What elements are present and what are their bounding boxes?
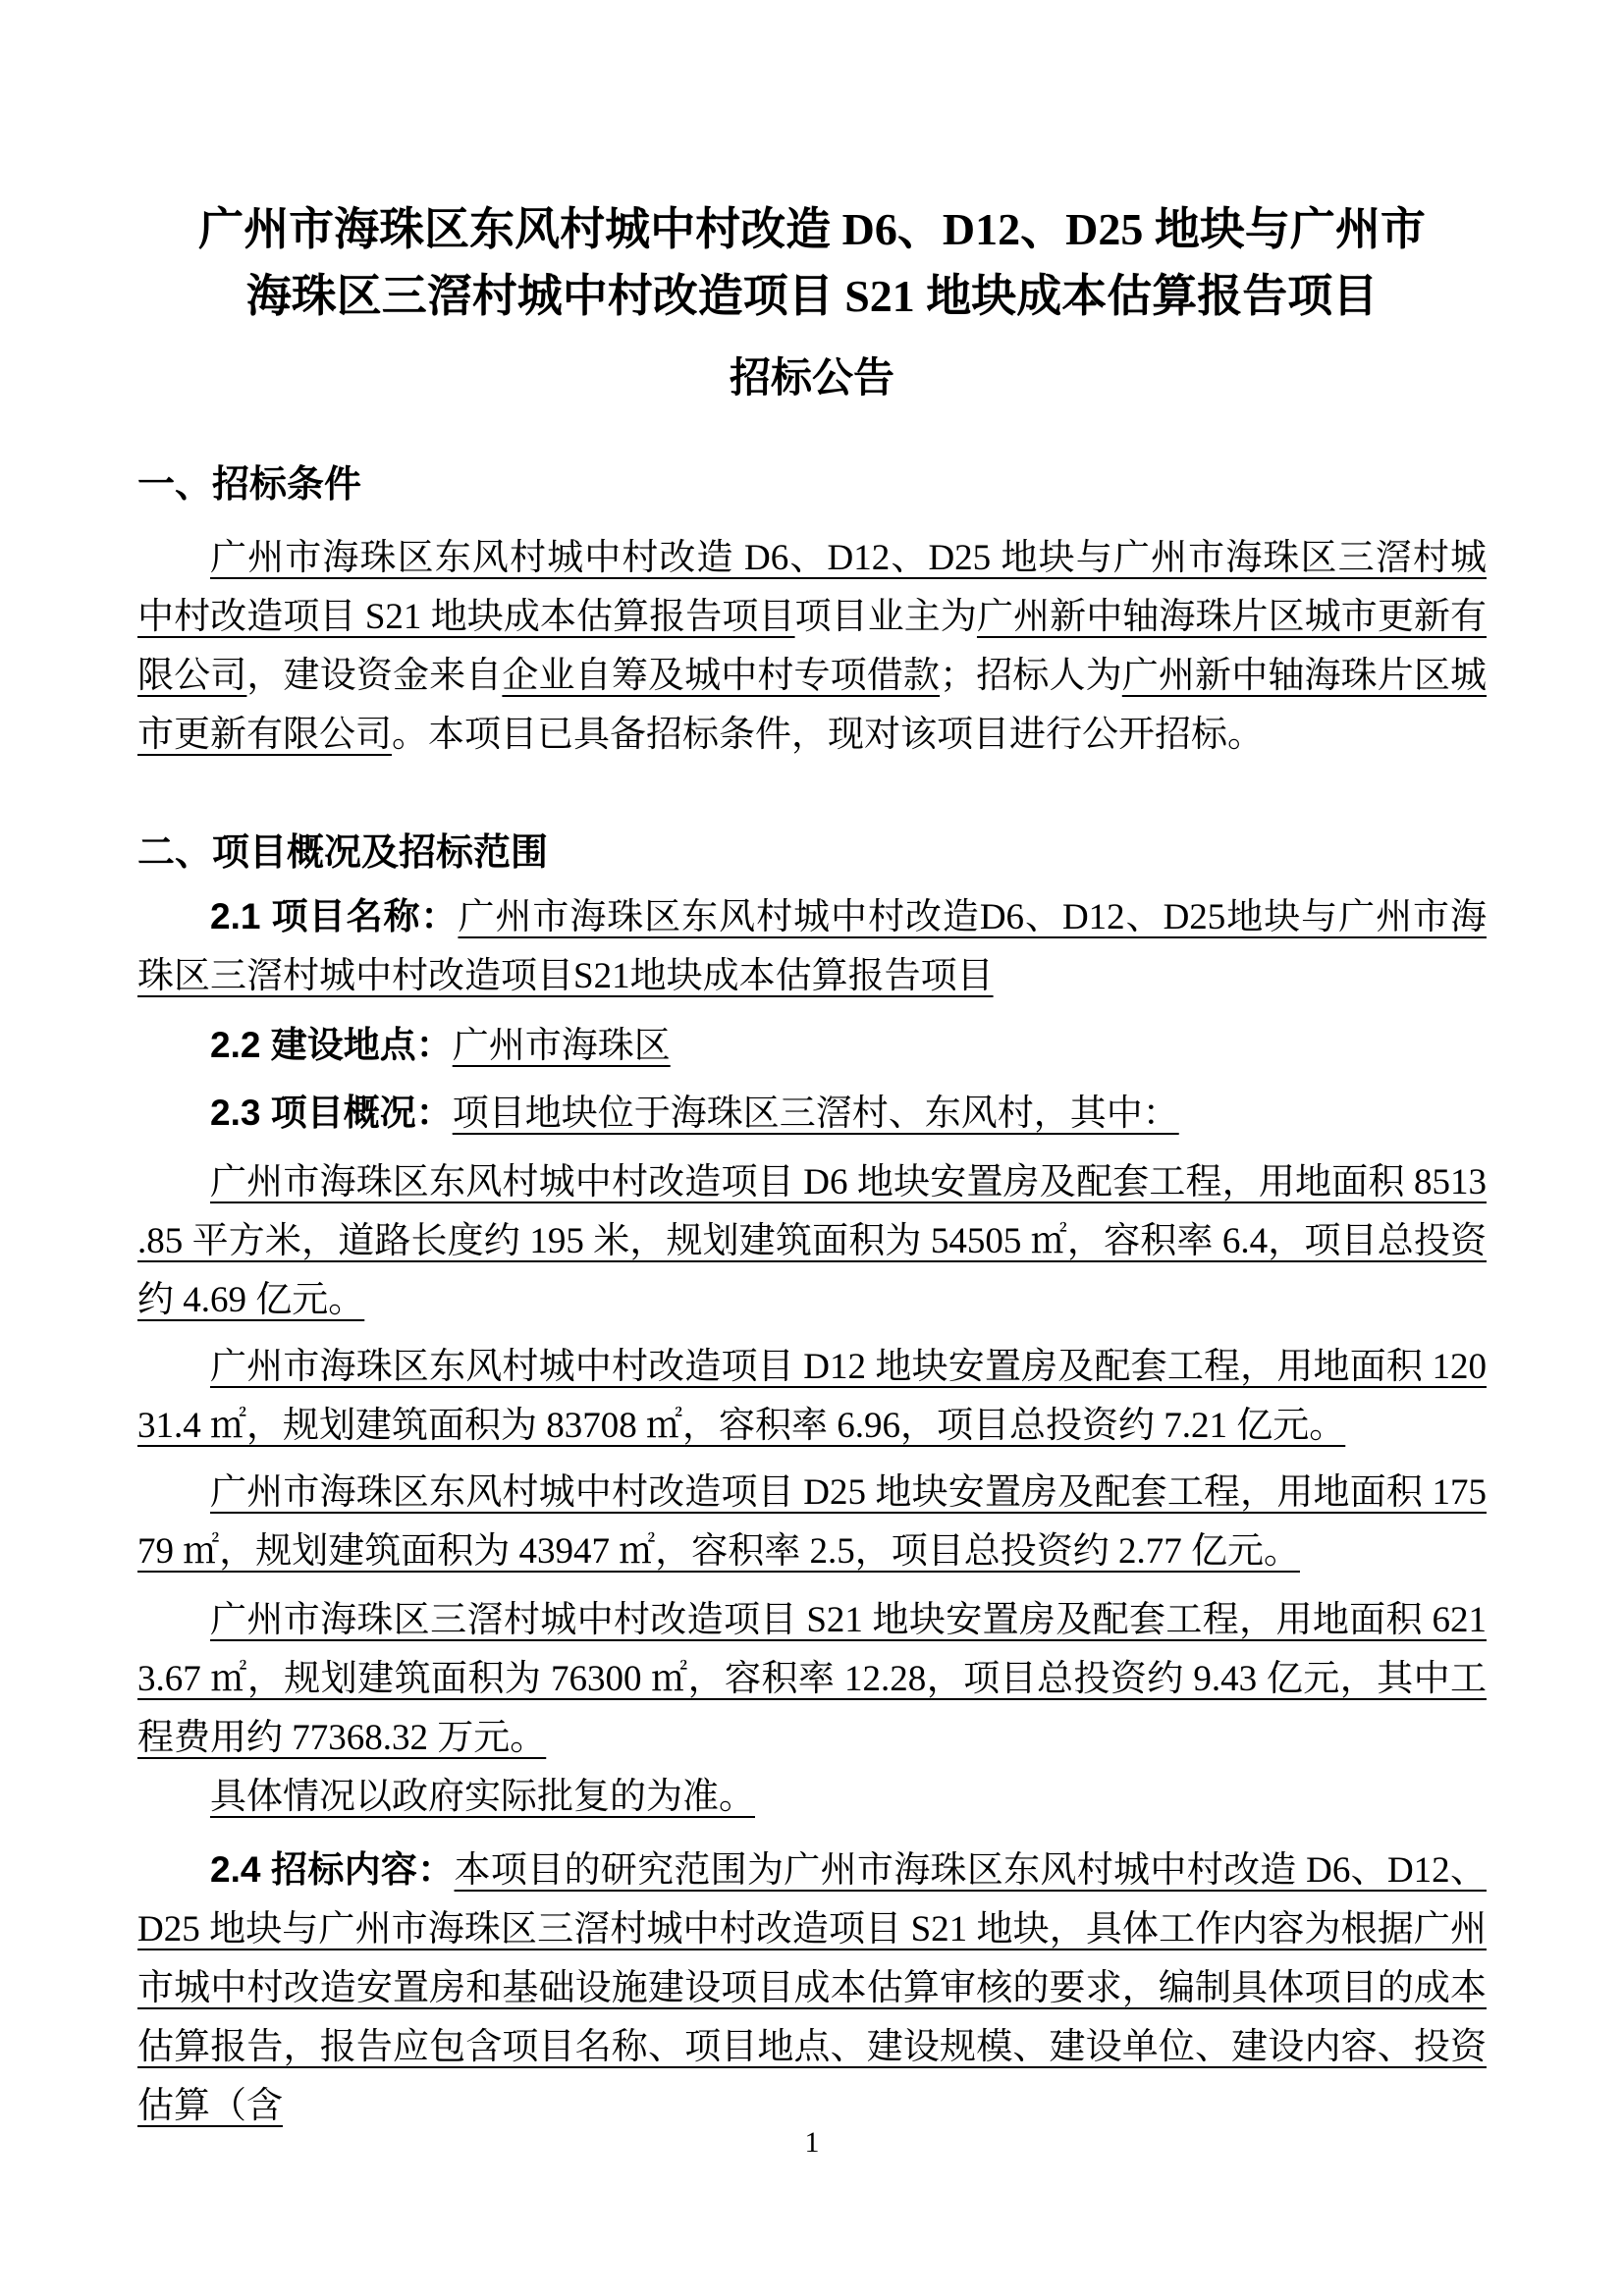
plot-d12-paragraph (137, 1338, 1487, 1456)
item-2-3-value: 项目地块位于海珠区三滘村、东风村，其中： (452, 1094, 1179, 1134)
tenderee-lead-in-text: ；招标人为 (940, 656, 1122, 696)
plot-d6-text: 广州市海珠区东风村城中村改造项目 D6 地块安置房及配套工程，用地面积 8513.85 平方米，道路长度约 195 米，规划建筑面积为 54505 ㎡，容积率 6.4，项目总投资约 4.69 亿元。 (137, 1162, 1487, 1320)
item-2-1-label: 2.1 项目名称： (210, 896, 459, 936)
plot-d6-paragraph (137, 1153, 1487, 1330)
funding-lead-in-text: ，建设资金来自 (246, 656, 503, 696)
tenderee-name: 广州新中轴海珠片区城市更新有限公司 (137, 656, 1488, 755)
item-2-3-label: 2.3 项目概况： (210, 1093, 453, 1133)
tender-conditions-closing-text: 。本项目已具备招标条件，现对该项目进行公开招标。 (392, 715, 1264, 755)
item-2-2-construction-site (137, 1016, 1487, 1076)
item-2-4-label: 2.4 招标内容： (210, 1849, 455, 1890)
owner-lead-in-text: 项目业主为 (794, 597, 977, 637)
item-2-4-tender-content (137, 1841, 1487, 2136)
item-2-3-project-overview (137, 1084, 1487, 1144)
tender-conditions-paragraph (137, 529, 1487, 765)
government-approval-note-text: 具体情况以政府实际批复的为准。 (210, 1777, 755, 1817)
plot-d25-text: 广州市海珠区东风村城中村改造项目 D25 地块安置房及配套工程，用地面积 17579 ㎡，规划建筑面积为 43947 ㎡，容积率 2.5，项目总投资约 2.77 亿元。 (137, 1472, 1487, 1572)
section2-heading: 二、项目概况及招标范围 (137, 832, 549, 874)
plot-d12-text: 广州市海珠区东风村城中村改造项目 D12 地块安置房及配套工程，用地面积 12031.4 ㎡，规划建筑面积为 83708 ㎡，容积率 6.96，项目总投资约 7.21 亿元。 (137, 1347, 1487, 1446)
plot-d25-paragraph (137, 1464, 1487, 1581)
government-approval-note (137, 1768, 1487, 1827)
plot-s21-text: 广州市海珠区三滘村城中村改造项目 S21 地块安置房及配套工程，用地面积 6213.67 ㎡，规划建筑面积为 76300 ㎡，容积率 12.28，项目总投资约 9.43 亿元，其中工程费用约 77368.32 万元。 (137, 1600, 1487, 1758)
item-2-2-value: 广州市海珠区 (452, 1026, 671, 1066)
document-title-line2: 海珠区三滘村城中村改造项目 S21 地块成本估算报告项目 (245, 271, 1379, 321)
plot-s21-paragraph (137, 1591, 1487, 1768)
item-2-1-project-name (137, 887, 1487, 1006)
funding-source-text: 企业自筹及城中村专项借款 (502, 656, 941, 696)
document-title-line1: 广州市海珠区东风村城中村改造 D6、D12、D25 地块与广州市 (198, 204, 1426, 254)
item-2-1-value: 广州市海珠区东风村城中村改造D6、D12、D25地块与广州市海珠区三滘村城中村改造项目S21地块成本估算报告项目 (137, 897, 1487, 996)
item-2-2-label: 2.2 建设地点： (210, 1025, 453, 1065)
document-subtitle: 招标公告 (729, 356, 894, 401)
project-name-text: 广州市海珠区东风村城中村改造 D6、D12、D25 地块与广州市海珠区三滘村城中村改造项目 S21 地块成本估算报告项目 (137, 538, 1487, 637)
item-2-4-value: 本项目的研究范围为广州市海珠区东风村城中村改造 D6、D12、D25 地块与广州市海珠区三滘村城中村改造项目 S21 地块，具体工作内容为根据广州市城中村改造安置房和基础设施建设项目成本估算审核的要求，编制具体项目的成本估算报告，报告应包含项目名称、项目地点、建设规模、建设单位、建设内容、投资估算（含 (137, 1850, 1487, 2126)
section1-heading: 一、招标条件 (137, 464, 362, 506)
document-title (137, 196, 1487, 330)
page-number: 1 (804, 2126, 820, 2159)
project-owner-name: 广州新中轴海珠片区城市更新有限公司 (137, 597, 1488, 696)
